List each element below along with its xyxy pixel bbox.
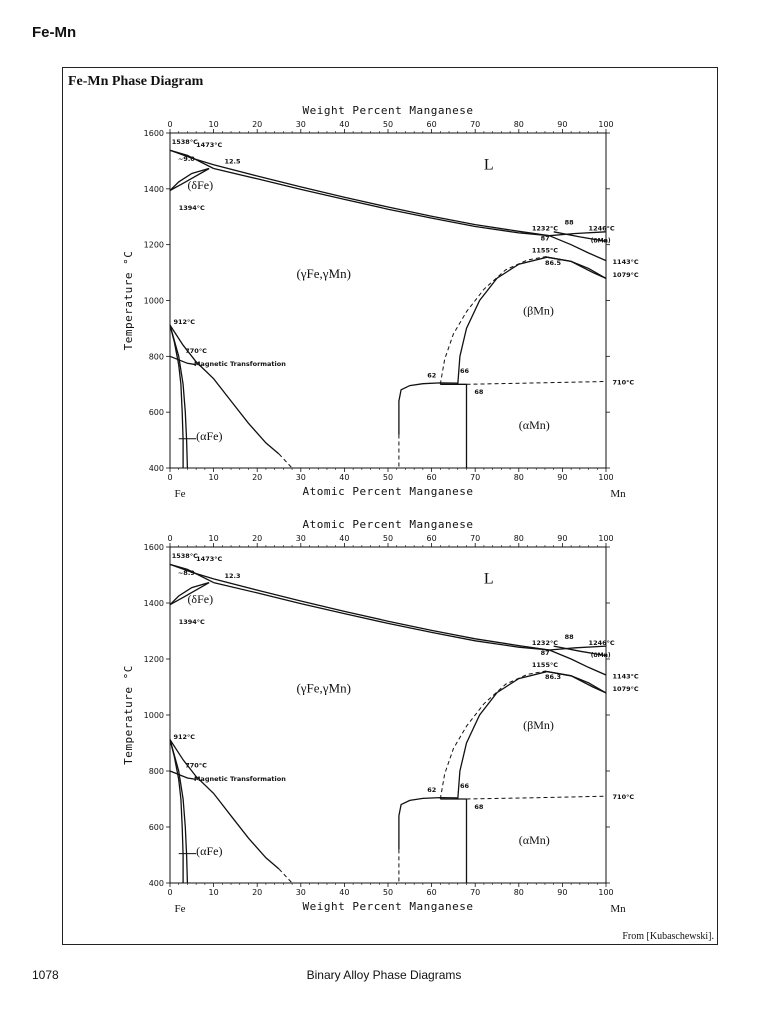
annotation-c_delta_right: 12.5 xyxy=(224,157,241,166)
top-axis-tick-label: 80 xyxy=(513,534,524,543)
bottom-axis-tick-label: 10 xyxy=(208,473,219,482)
annotation-c88: 88 xyxy=(564,632,574,641)
gamma-alpha-fe-boundary-dashed xyxy=(279,869,292,883)
annotation-t770: 770°C xyxy=(185,761,207,770)
top-axis-tick-label: 90 xyxy=(557,534,568,543)
annotation-t1394: 1394°C xyxy=(178,618,205,626)
top-axis-tick-label: 100 xyxy=(598,120,614,129)
solidus-curve xyxy=(214,583,550,650)
annotation-c87: 87 xyxy=(540,234,550,243)
top-axis-tick-label: 70 xyxy=(470,534,481,543)
phase-label-delta-fe: (δFe) xyxy=(187,177,214,192)
bottom-axis-tick-label: 90 xyxy=(557,473,568,482)
y-axis-tick-label: 1400 xyxy=(143,599,164,608)
diagram-title: Fe-Mn Phase Diagram xyxy=(68,74,204,89)
eutectoid-line-710-dashed xyxy=(467,382,607,385)
page-header: Fe-Mn xyxy=(32,24,77,41)
phase-label-beta-mn: (βMn) xyxy=(523,303,554,318)
annotation-t710: 710°C xyxy=(612,378,635,387)
annotation-c68: 68 xyxy=(474,802,484,811)
bottom-axis-tick-label: 40 xyxy=(339,473,350,482)
annotation-c62: 62 xyxy=(427,786,437,794)
annotation-t912: 912°C xyxy=(173,318,196,327)
phase-label-gamma: (γFe,γMn) xyxy=(296,680,351,696)
top-axis-tick-label: 10 xyxy=(208,120,219,129)
phase-label-gamma: (γFe,γMn) xyxy=(296,266,351,282)
bottom-axis-tick-label: 80 xyxy=(513,888,524,897)
top-axis-tick-label: 70 xyxy=(470,120,481,129)
y-axis-tick-label: 600 xyxy=(148,823,164,832)
bottom-axis-tick-label: 20 xyxy=(252,473,263,482)
y-axis-tick-label: 1600 xyxy=(143,543,164,552)
top-axis-tick-label: 90 xyxy=(557,120,568,129)
y-axis-tick-label: 600 xyxy=(148,408,164,418)
right-element-label: Mn xyxy=(610,488,626,500)
annotation-c66: 66 xyxy=(459,781,469,790)
annotation-t770: 770°C xyxy=(185,346,207,355)
annotation-t1538: 1538°C xyxy=(171,138,198,147)
phase-label-alpha-mn: (αMn) xyxy=(518,417,550,432)
solidus-curve xyxy=(214,169,550,236)
y-axis-tick-label: 800 xyxy=(148,352,164,362)
top-axis-tick-label: 10 xyxy=(208,534,219,543)
y-axis-tick-label: 1600 xyxy=(143,129,164,138)
top-axis-tick-label: 80 xyxy=(513,120,524,129)
annotation-t1079: 1079°C xyxy=(612,685,639,694)
annotation-magnetic: Magnetic Transformation xyxy=(193,360,286,369)
top-axis-tick-label: 30 xyxy=(295,120,306,129)
phase-label-alpha-fe: (αFe) xyxy=(196,844,223,858)
top-axis-label: Atomic Percent Manganese xyxy=(302,518,474,531)
annotation-t1246: 1246°C xyxy=(588,639,615,647)
annotation-t1155: 1155°C xyxy=(531,246,559,255)
annotation-c_beta_max: 86.5 xyxy=(544,258,562,267)
annotation-t1143: 1143°C xyxy=(612,672,639,681)
bottom-axis-tick-label: 0 xyxy=(167,473,173,482)
bottom-axis-tick-label: 70 xyxy=(470,473,481,482)
y-axis-tick-label: 400 xyxy=(148,464,164,473)
bottom-axis-tick-label: 20 xyxy=(252,888,263,897)
gamma-alpha-dome xyxy=(399,798,458,850)
page-number: 1078 xyxy=(32,968,59,982)
phase-label-beta-mn: (βMn) xyxy=(523,718,554,732)
bottom-axis-tick-label: 90 xyxy=(557,888,568,897)
annotation-t1246: 1246°C xyxy=(588,224,615,233)
top-axis-tick-label: 0 xyxy=(167,120,173,129)
annotation-t1155: 1155°C xyxy=(531,660,559,669)
top-axis-tick-label: 60 xyxy=(426,534,437,543)
beta-mn-dome-dashed xyxy=(440,671,547,799)
y-axis-label: Temperature °C xyxy=(122,665,135,765)
y-axis-tick-label: 1200 xyxy=(143,655,164,664)
annotation-c68: 68 xyxy=(474,388,484,397)
bottom-axis-tick-label: 60 xyxy=(426,473,437,482)
annotation-c87: 87 xyxy=(540,648,550,657)
annotation-t710: 710°C xyxy=(612,793,635,801)
annotation-c_delta_left: ~8.9 xyxy=(177,569,195,577)
phase-label-delta-fe: (δFe) xyxy=(187,592,214,606)
source-citation: From [Kubaschewski]. xyxy=(622,931,714,942)
phase-label-liquid: L xyxy=(483,570,494,588)
phase-diagram-panel-2 xyxy=(122,518,639,915)
annotation-t1079: 1079°C xyxy=(612,270,639,279)
phase-diagram-panel-1 xyxy=(122,104,639,500)
annotation-c_beta_max: 86.3 xyxy=(544,673,562,682)
top-axis-tick-label: 40 xyxy=(339,120,350,129)
annotation-t1232: 1232°C xyxy=(531,639,559,647)
right-element-label: Mn xyxy=(610,903,626,915)
annotation-c_delta_right: 12.3 xyxy=(224,571,241,580)
beta-mn-dome xyxy=(458,257,606,384)
bottom-axis-label: Atomic Percent Manganese xyxy=(302,485,474,498)
gamma-alpha-fe-boundary-dashed xyxy=(279,454,292,468)
top-axis-tick-label: 50 xyxy=(382,120,394,129)
bottom-axis-label: Weight Percent Manganese xyxy=(302,900,474,913)
eutectoid-line-710-dashed xyxy=(467,796,607,799)
top-axis-tick-label: 60 xyxy=(426,120,437,129)
bottom-axis-tick-label: 50 xyxy=(382,888,394,897)
bottom-axis-tick-label: 0 xyxy=(167,888,173,897)
annotation-c66: 66 xyxy=(459,367,469,376)
y-axis-tick-label: 800 xyxy=(148,767,164,776)
phase-label-delta-mn: (δMn) xyxy=(590,237,611,245)
annotation-t1538: 1538°C xyxy=(171,552,198,561)
annotation-t1394: 1394°C xyxy=(178,203,205,212)
top-axis-tick-label: 100 xyxy=(598,534,614,543)
y-axis-tick-label: 1000 xyxy=(143,296,164,306)
left-element-label: Fe xyxy=(174,488,186,500)
annotation-c_delta_left: ~9.0 xyxy=(177,154,195,163)
y-axis-tick-label: 1200 xyxy=(143,240,164,250)
top-axis-tick-label: 0 xyxy=(167,534,173,543)
top-axis-label: Weight Percent Manganese xyxy=(302,104,474,117)
bottom-axis-tick-label: 70 xyxy=(470,888,481,897)
phase-label-alpha-mn: (αMn) xyxy=(518,832,550,847)
phase-label-liquid: L xyxy=(483,156,494,174)
top-axis-tick-label: 20 xyxy=(252,120,263,129)
annotation-t1473: 1473°C xyxy=(196,140,223,149)
y-axis-tick-label: 1000 xyxy=(143,711,164,720)
beta-mn-dome xyxy=(458,672,606,799)
top-axis-tick-label: 30 xyxy=(295,534,306,543)
bottom-axis-tick-label: 10 xyxy=(208,888,219,897)
bottom-axis-tick-label: 100 xyxy=(598,473,614,482)
y-axis-tick-label: 1400 xyxy=(143,184,164,194)
bottom-axis-tick-label: 30 xyxy=(295,888,306,897)
left-element-label: Fe xyxy=(174,903,186,915)
top-axis-tick-label: 40 xyxy=(339,534,350,543)
annotation-c62: 62 xyxy=(427,371,437,380)
bottom-axis-tick-label: 50 xyxy=(382,473,394,482)
annotation-t912: 912°C xyxy=(173,732,196,741)
phase-label-delta-mn: (δMn) xyxy=(590,651,611,659)
phase-label-alpha-fe: (αFe) xyxy=(196,429,223,444)
y-axis-tick-label: 400 xyxy=(148,879,164,888)
annotation-magnetic: Magnetic Transformation xyxy=(193,774,286,783)
bottom-axis-tick-label: 40 xyxy=(339,888,350,897)
annotation-t1143: 1143°C xyxy=(612,258,639,267)
top-axis-tick-label: 50 xyxy=(382,534,394,543)
annotation-t1473: 1473°C xyxy=(196,555,223,563)
bottom-axis-tick-label: 30 xyxy=(295,473,306,482)
bottom-axis-tick-label: 80 xyxy=(513,473,524,482)
annotation-t1232: 1232°C xyxy=(531,224,559,233)
y-axis-label: Temperature °C xyxy=(122,250,135,351)
beta-mn-dome-dashed xyxy=(440,256,547,384)
bottom-axis-tick-label: 60 xyxy=(426,888,437,897)
gamma-alpha-dome xyxy=(399,383,458,435)
top-axis-tick-label: 20 xyxy=(252,534,263,543)
bottom-axis-tick-label: 100 xyxy=(598,888,614,897)
book-title: Binary Alloy Phase Diagrams xyxy=(306,968,462,982)
annotation-c88: 88 xyxy=(564,218,574,227)
